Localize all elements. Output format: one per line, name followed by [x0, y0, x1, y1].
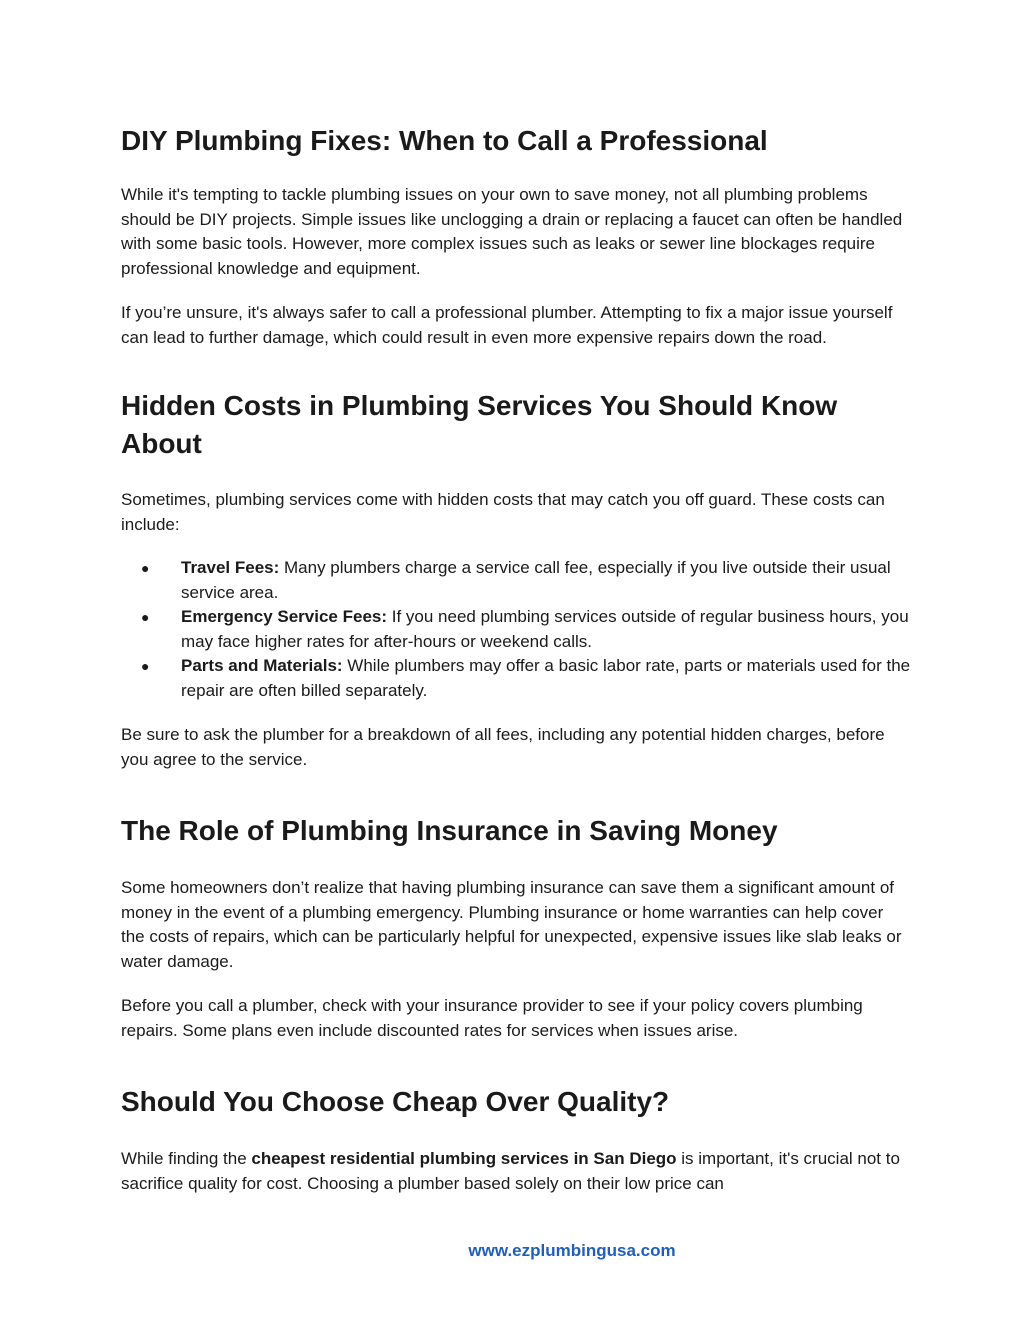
list-item-label: Emergency Service Fees: [181, 607, 388, 626]
bullet-icon: ● [141, 609, 150, 625]
footer-website-link[interactable]: www.ezplumbingusa.com [468, 1241, 676, 1260]
paragraph-cheap [121, 1147, 911, 1196]
document-page [121, 112, 911, 1196]
paragraph-cheap-bold: cheapest residential plumbing services in San Diego [251, 1149, 677, 1168]
paragraph-diy-1: While it's tempting to tackle plumbing issues on your own to save money, not all plumbing problems should be DIY projects. Simple issues like unclogging a drain or replacing a faucet can often be handled with some basic tools. However, more complex issues such as leaks or sewer line blockages require professional knowledge and equipment. [121, 185, 903, 278]
heading-hidden-costs: Hidden Costs in Plumbing Services You Should Know About [121, 390, 838, 459]
bullet-icon: ● [141, 560, 150, 576]
paragraph-cheap-tail: is important, it's crucial not to sacrifice quality for cost. Choosing a plumber based solely on their low price can [121, 1149, 900, 1193]
paragraph-insurance-2: Before you call a plumber, check with your insurance provider to see if your policy covers plumbing repairs. Some plans even include discounted rates for services when issues arise. [121, 996, 863, 1040]
paragraph-hidden-outro: Be sure to ask the plumber for a breakdown of all fees, including any potential hidden charges, before you agree to the service. [121, 725, 885, 769]
hidden-costs-list [121, 556, 911, 703]
list-item-label: Travel Fees: [181, 558, 280, 577]
paragraph-cheap-lead: While finding the [121, 1149, 252, 1168]
paragraph-hidden-intro: Sometimes, plumbing services come with hidden costs that may catch you off guard. These costs can include: [121, 490, 885, 534]
list-item-text: If you need plumbing services outside of regular business hours, you may face higher rates for after-hours or weekend calls. [181, 607, 909, 651]
heading-cheap-vs-quality: Should You Choose Cheap Over Quality? [121, 1086, 670, 1117]
list-item [121, 654, 911, 703]
list-item [121, 605, 911, 654]
list-item-label: Parts and Materials: [181, 656, 343, 675]
paragraph-insurance-1: Some homeowners don’t realize that having plumbing insurance can save them a significant amount of money in the event of a plumbing emergency. Plumbing insurance or home warranties can help cover the costs of repairs, which can be particularly helpful for unexpected, expensive issues like slab leaks or water damage. [121, 878, 902, 971]
list-item [121, 556, 911, 605]
heading-diy: DIY Plumbing Fixes: When to Call a Professional [121, 125, 768, 156]
list-item-text: While plumbers may offer a basic labor rate, parts or materials used for the repair are often billed separately. [181, 656, 911, 700]
list-item-text: Many plumbers charge a service call fee, especially if you live outside their usual service area. [181, 558, 891, 602]
paragraph-diy-2: If you’re unsure, it's always safer to call a professional plumber. Attempting to fix a major issue yourself can lead to further damage, which could result in even more expensive repairs down the road. [121, 303, 893, 347]
bullet-icon: ● [141, 658, 150, 674]
heading-insurance: The Role of Plumbing Insurance in Saving Money [121, 815, 778, 846]
